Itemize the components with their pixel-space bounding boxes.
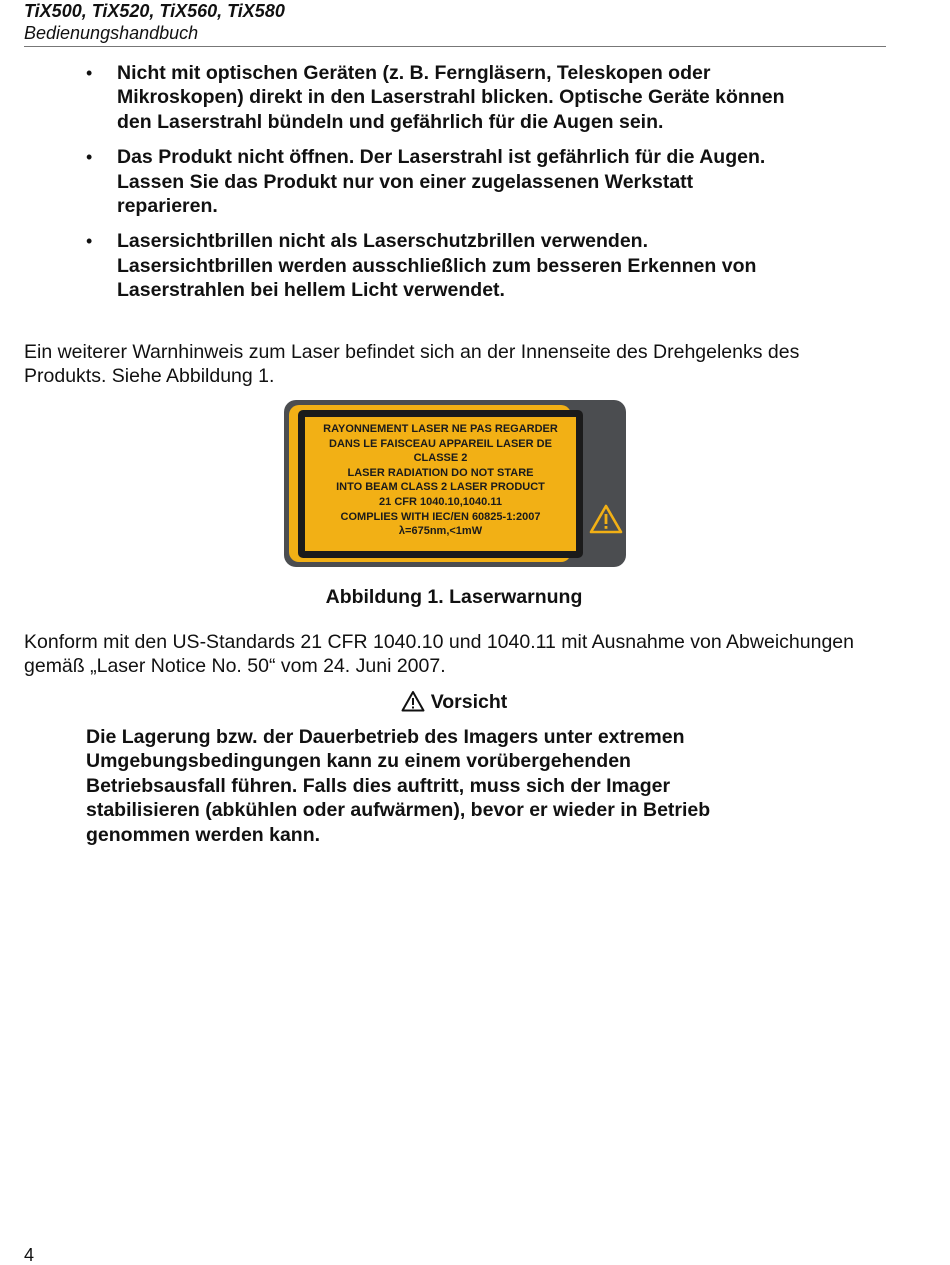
list-item bbox=[86, 229, 786, 302]
header-model-title: TiX500, TiX520, TiX560, TiX580 bbox=[24, 1, 285, 21]
label-line: LASER RADIATION DO NOT STARE bbox=[347, 466, 534, 479]
list-item-text: Das Produkt nicht öffnen. Der Laserstrahl ist gefährlich für die Augen. Lassen Sie das Produkt nur von einer zugelassenen Werkstatt reparieren. bbox=[117, 146, 766, 218]
header-divider bbox=[24, 46, 886, 47]
list-item-text: Nicht mit optischen Geräten (z. B. Ferngläsern, Teleskopen oder Mikroskopen) direkt in den Laserstrahl blicken. Optische Geräte können den Laserstrahl bündeln und gefährlich für die Augen sein. bbox=[117, 62, 785, 133]
label-line: 21 CFR 1040.10,1040.11 bbox=[379, 495, 502, 508]
label-line: INTO BEAM CLASS 2 LASER PRODUCT bbox=[336, 481, 545, 494]
standards-compliance-paragraph: Konform mit den US-Standards 21 CFR 1040.10 und 1040.11 mit Ausnahme von Abweichungen gemäß „Laser Notice No. 50“ vom 24. Juni 2007. bbox=[24, 631, 854, 678]
list-item bbox=[86, 145, 786, 218]
label-line: DANS LE FAISCEAU APPAREIL LASER DE bbox=[329, 437, 552, 450]
laser-label-location-paragraph: Ein weiterer Warnhinweis zum Laser befindet sich an der Innenseite des Drehgelenks des Produkts. Siehe Abbildung 1. bbox=[24, 341, 800, 388]
list-item bbox=[86, 61, 786, 134]
bullet-icon: • bbox=[86, 147, 93, 168]
label-line: CLASSE 2 bbox=[413, 452, 468, 465]
label-text-block bbox=[305, 422, 576, 539]
warning-triangle-icon bbox=[401, 690, 425, 712]
bullet-icon: • bbox=[86, 63, 93, 83]
label-line: RAYONNEMENT LASER NE PAS REGARDER bbox=[323, 423, 558, 435]
caution-heading bbox=[0, 690, 908, 714]
label-line: COMPLIES WITH IEC/EN 60825-1:2007 bbox=[340, 510, 541, 523]
bullet-icon: • bbox=[86, 231, 93, 252]
warning-triangle-icon bbox=[588, 503, 624, 535]
caution-heading-text: Vorsicht bbox=[430, 691, 508, 713]
figure-caption: Abbildung 1. Laserwarnung bbox=[325, 586, 583, 608]
label-line: λ=675nm,<1mW bbox=[398, 525, 483, 538]
list-item-text: Lasersichtbrillen nicht als Laserschutzbrillen verwenden. Lasersichtbrillen werden ausschließlich zum besseren Erkennen von Laserstrahlen bei hellem Licht verwendet. bbox=[117, 230, 757, 302]
caution-body-text: Die Lagerung bzw. der Dauerbetrieb des Imagers unter extremen Umgebungsbedingungen kann zu einem vorübergehenden Betriebsausfall führen. Falls dies auftritt, muss sich der Imager stabilisieren (abkühlen oder aufwärmen), bevor er wieder in Betrieb genommen werden kann. bbox=[86, 726, 711, 846]
page-header bbox=[24, 0, 886, 44]
warning-bullet-list bbox=[86, 61, 786, 314]
header-manual-title: Bedienungshandbuch bbox=[24, 23, 199, 43]
laser-warning-label-figure bbox=[284, 400, 626, 567]
page-number: 4 bbox=[24, 1245, 35, 1265]
